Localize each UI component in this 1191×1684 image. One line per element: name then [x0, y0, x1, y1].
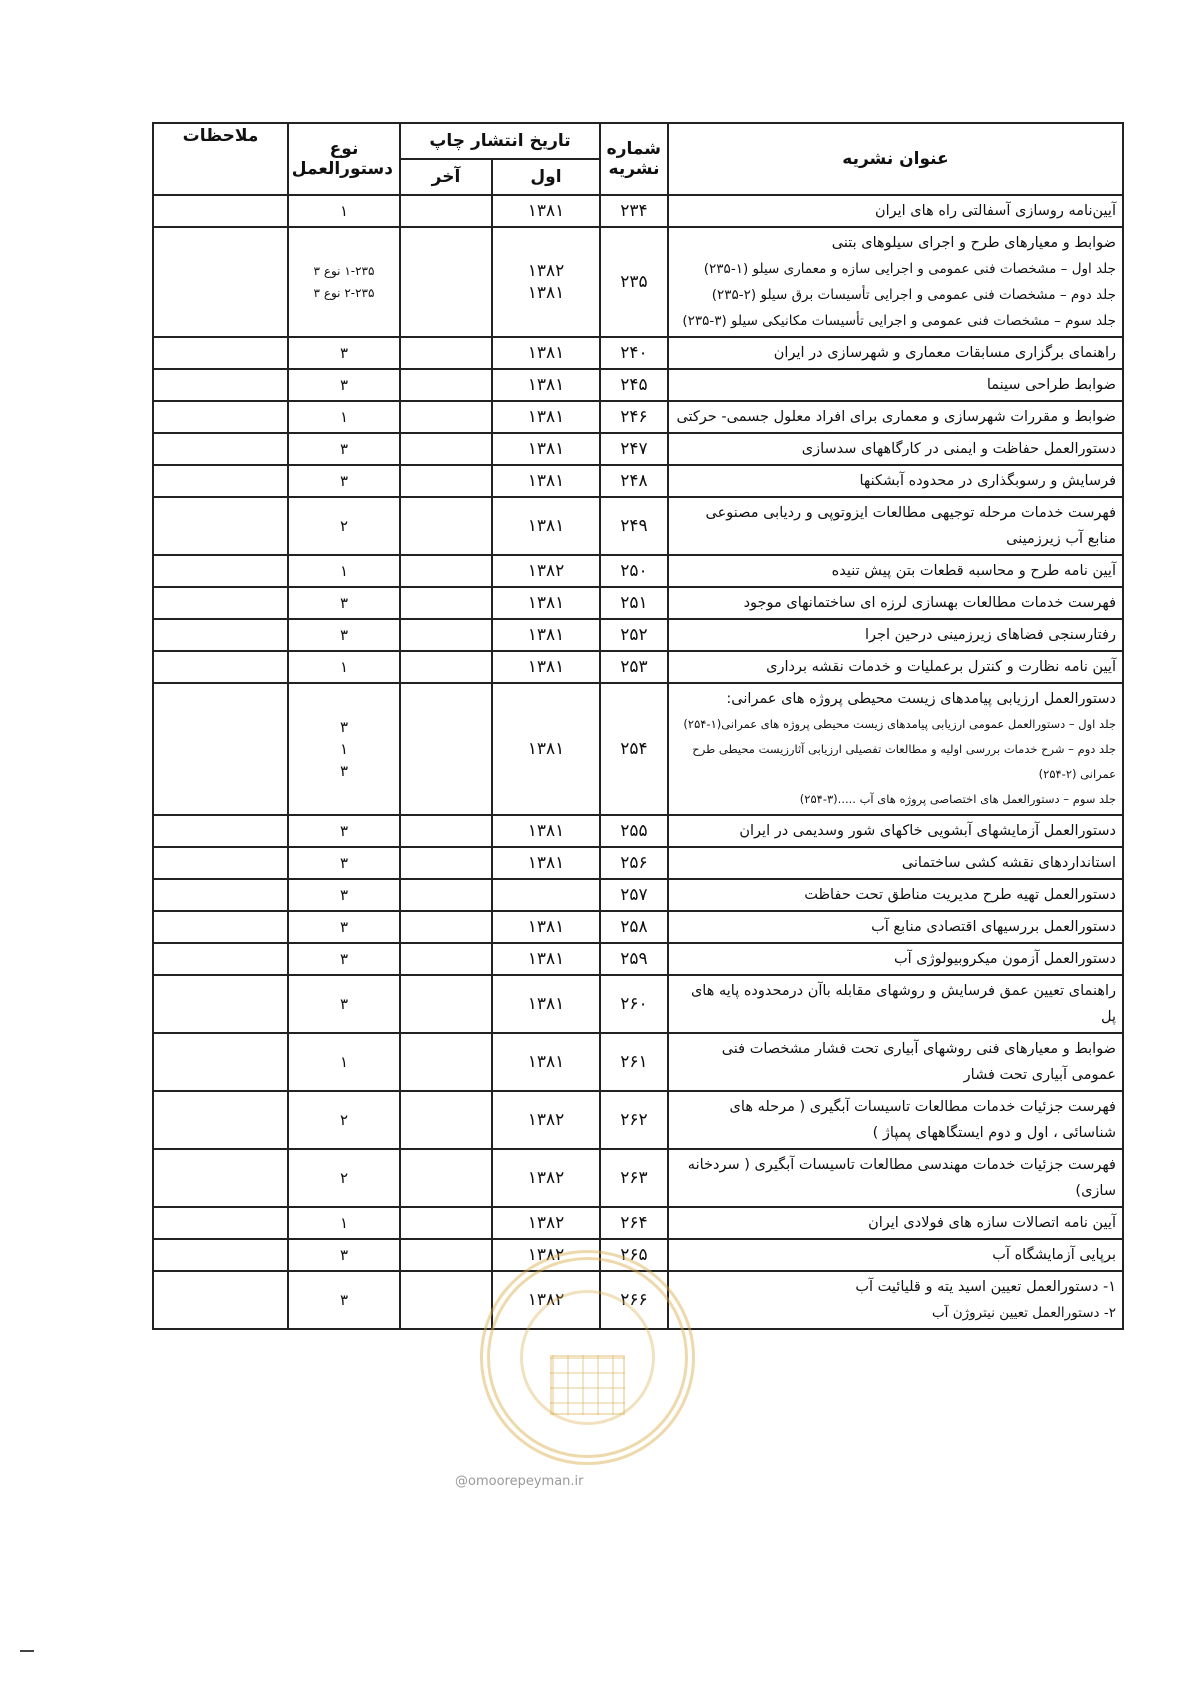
publication-number: ۲۶۲	[600, 1091, 668, 1149]
header-first: اول	[492, 159, 600, 195]
publication-number: ۲۳۴	[600, 195, 668, 227]
first-print-date: ۱۳۸۱	[492, 815, 600, 847]
remarks-cell	[153, 587, 288, 619]
type-value: ۳	[339, 626, 349, 644]
first-print-date: ۱۳۸۱	[492, 587, 600, 619]
type-value: ۳	[339, 762, 349, 780]
publication-number: ۲۶۱	[600, 1033, 668, 1091]
first-print-date: ۱۳۸۲	[492, 1271, 600, 1329]
title-line: دستورالعمل بررسیهای اقتصادی منابع آب	[871, 919, 1116, 935]
header-last: آخر	[400, 159, 492, 195]
type-value: ۳	[339, 886, 349, 904]
table-row	[153, 1033, 1123, 1091]
last-print-date	[400, 337, 492, 369]
title-line: استانداردهای نقشه کشی ساختمانی	[901, 855, 1116, 871]
table-row	[153, 847, 1123, 879]
title-line: ضوابط طراحی سینما	[986, 377, 1116, 393]
type-value: ۳	[339, 718, 349, 736]
publication-title	[668, 1239, 1123, 1271]
remarks-cell	[153, 943, 288, 975]
type-value: ۳	[339, 822, 349, 840]
publication-number: ۲۵۹	[600, 943, 668, 975]
publication-title	[668, 195, 1123, 227]
title-line: فرسایش و رسوبگذاری در محدوده آبشکنها	[859, 473, 1116, 489]
title-line: راهنمای برگزاری مسابقات معماری و شهرسازی در ایران	[773, 345, 1116, 361]
title-line: ۱- دستورالعمل تعیین اسید یته و قلیائیت آب	[855, 1279, 1116, 1295]
instruction-type	[288, 369, 400, 401]
publication-number: ۲۵۷	[600, 879, 668, 911]
remarks-cell	[153, 911, 288, 943]
type-value: ۳	[339, 995, 349, 1013]
title-line: ضوابط و معیارهای طرح و اجرای سیلوهای بتنی	[831, 235, 1116, 251]
publication-title	[668, 847, 1123, 879]
remarks-cell	[153, 195, 288, 227]
remarks-cell	[153, 879, 288, 911]
table-row	[153, 619, 1123, 651]
instruction-type	[288, 1091, 400, 1149]
type-value: ۳	[339, 376, 349, 394]
last-print-date	[400, 1091, 492, 1149]
publication-number: ۲۵۶	[600, 847, 668, 879]
table-row	[153, 497, 1123, 555]
publication-title	[668, 401, 1123, 433]
header-remarks: ملاحظات	[153, 123, 288, 195]
publication-number: ۲۴۸	[600, 465, 668, 497]
first-print-date: ۱۳۸۱	[492, 195, 600, 227]
publication-title	[668, 1149, 1123, 1207]
remarks-cell	[153, 683, 288, 815]
title-line: دستورالعمل ارزیابی پیامدهای زیست محیطی پروژه های عمرانی:	[726, 691, 1116, 707]
corner-mark	[20, 1650, 34, 1652]
instruction-type	[288, 1239, 400, 1271]
instruction-type	[288, 651, 400, 683]
title-line: دستورالعمل آزمون میکروبیولوژی آب	[893, 951, 1116, 967]
table-row	[153, 943, 1123, 975]
remarks-cell	[153, 1239, 288, 1271]
type-value: ۱	[339, 1214, 349, 1232]
instruction-type	[288, 401, 400, 433]
publications-table	[152, 122, 1124, 1330]
table-row	[153, 433, 1123, 465]
publication-title	[668, 337, 1123, 369]
instruction-type	[288, 195, 400, 227]
title-line: دستورالعمل آزمایشهای آبشویی خاکهای شور وسدیمی در ایران	[739, 823, 1116, 839]
publication-title	[668, 651, 1123, 683]
type-value: ۳	[339, 594, 349, 612]
remarks-cell	[153, 433, 288, 465]
publication-title	[668, 619, 1123, 651]
first-print-date: ۱۳۸۱	[492, 337, 600, 369]
type-value: ۳	[339, 1291, 349, 1309]
title-line: فهرست خدمات مطالعات بهسازی لرزه ای ساختمانهای موجود	[743, 595, 1116, 611]
instruction-type	[288, 943, 400, 975]
first-print-date: ۱۳۸۱	[492, 651, 600, 683]
instruction-type	[288, 555, 400, 587]
type-value: ۲	[339, 517, 349, 535]
publication-title	[668, 465, 1123, 497]
title-line: آیین نامه طرح و محاسبه قطعات بتن پیش تنیده	[831, 563, 1116, 579]
title-line: فهرست جزئیات خدمات مهندسی مطالعات تاسیسات آبگیری ( سردخانه سازی)	[687, 1157, 1116, 1199]
remarks-cell	[153, 401, 288, 433]
table-row	[153, 369, 1123, 401]
type-value: ۳	[339, 950, 349, 968]
header-number: شماره نشریه	[600, 123, 668, 195]
publication-number: ۲۵۰	[600, 555, 668, 587]
type-value: ۳	[339, 440, 349, 458]
table-row	[153, 911, 1123, 943]
last-print-date	[400, 1239, 492, 1271]
last-print-date	[400, 619, 492, 651]
first-print-date: ۱۳۸۱	[492, 683, 600, 815]
table-row	[153, 587, 1123, 619]
table-row	[153, 879, 1123, 911]
type-value: ۱	[339, 740, 349, 758]
publication-number: ۲۳۵	[600, 227, 668, 337]
first-print-date: ۱۳۸۲	[492, 1149, 600, 1207]
publication-number: ۲۶۳	[600, 1149, 668, 1207]
instruction-type	[288, 815, 400, 847]
publication-title	[668, 683, 1123, 815]
first-print-date: ۱۳۸۱	[492, 369, 600, 401]
publication-number: ۲۴۷	[600, 433, 668, 465]
publication-title	[668, 911, 1123, 943]
table-row	[153, 1207, 1123, 1239]
publication-number: ۲۶۶	[600, 1271, 668, 1329]
first-print-date: ۱۳۸۱	[492, 433, 600, 465]
type-value: ۱	[339, 658, 349, 676]
remarks-cell	[153, 337, 288, 369]
remarks-cell	[153, 619, 288, 651]
volume-line: جلد دوم – شرح خدمات بررسی اولیه و مطالعات تفصیلی ارزیابی آثارزیست محیطی طرح عمرانی (۲-۲۵۴)	[692, 742, 1116, 781]
first-print-date: ۱۳۸۱	[492, 497, 600, 555]
publication-title	[668, 1207, 1123, 1239]
remarks-cell	[153, 227, 288, 337]
remarks-cell	[153, 1149, 288, 1207]
first-print-date: ۱۳۸۲	[492, 555, 600, 587]
last-print-date	[400, 847, 492, 879]
title-line: دستورالعمل حفاظت و ایمنی در کارگاههای سدسازی	[801, 441, 1116, 457]
type-value: ۲-۲۳۵ نوع ۳	[313, 286, 375, 300]
remarks-cell	[153, 815, 288, 847]
table-row	[153, 683, 1123, 815]
last-print-date	[400, 497, 492, 555]
instruction-type	[288, 1271, 400, 1329]
table-row	[153, 1271, 1123, 1329]
title-line: ضوابط و معیارهای فنی روشهای آبیاری تحت فشار مشخصات فنی عمومی آبیاری تحت فشار	[721, 1041, 1116, 1083]
instruction-type	[288, 227, 400, 337]
last-print-date	[400, 651, 492, 683]
volume-line: جلد اول – مشخصات فنی عمومی و اجرایی سازه و معماری سیلو (۱-۲۳۵)	[703, 261, 1116, 277]
first-print-date: ۱۳۸۲	[492, 1091, 600, 1149]
type-value: ۳	[339, 854, 349, 872]
instruction-type	[288, 847, 400, 879]
type-value: ۳	[339, 918, 349, 936]
type-value: ۳	[339, 1246, 349, 1264]
last-print-date	[400, 1033, 492, 1091]
title-line: دستورالعمل تهیه طرح مدیریت مناطق تحت حفاظت	[804, 887, 1116, 903]
last-print-date	[400, 911, 492, 943]
publication-number: ۲۴۵	[600, 369, 668, 401]
first-print-date: ۱۳۸۱	[492, 1033, 600, 1091]
instruction-type	[288, 1207, 400, 1239]
header-row	[153, 123, 1123, 159]
last-print-date	[400, 1149, 492, 1207]
publication-number: ۲۵۱	[600, 587, 668, 619]
first-print-date: ۱۳۸۱	[492, 911, 600, 943]
volume-line: جلد اول – دستورالعمل عمومی ارزیابی پیامدهای زیست محیطی پروژه های عمرانی(۱-۲۵۴)	[683, 717, 1116, 731]
title-line: ضوابط و مقررات شهرسازی و معماری برای افراد معلول جسمی- حرکتی	[676, 409, 1116, 425]
instruction-type	[288, 1149, 400, 1207]
title-line: رفتارسنجی فضاهای زیرزمینی درحین اجرا	[865, 627, 1116, 643]
type-value: ۱-۲۳۵ نوع ۳	[313, 264, 375, 278]
header-date-group: تاریخ انتشار چاپ	[400, 123, 600, 159]
publication-title	[668, 555, 1123, 587]
publication-title	[668, 943, 1123, 975]
last-print-date	[400, 401, 492, 433]
table-row	[153, 337, 1123, 369]
publication-title	[668, 587, 1123, 619]
header-type: نوع دستورالعمل	[288, 123, 400, 195]
remarks-cell	[153, 1091, 288, 1149]
watermark-text: @omoorepeyman.ir	[455, 1474, 584, 1489]
last-print-date	[400, 879, 492, 911]
last-print-date	[400, 1207, 492, 1239]
table-row	[153, 465, 1123, 497]
last-print-date	[400, 683, 492, 815]
publication-title	[668, 1091, 1123, 1149]
table-row	[153, 555, 1123, 587]
publication-title	[668, 369, 1123, 401]
instruction-type	[288, 975, 400, 1033]
seal-grid-mark	[550, 1355, 625, 1415]
publication-title	[668, 1033, 1123, 1091]
publication-title	[668, 497, 1123, 555]
table-row	[153, 651, 1123, 683]
title-line: فهرست خدمات مرحله توجیهی مطالعات ایزوتوپی و ردیابی مصنوعی منابع آب زیرزمینی	[705, 505, 1116, 547]
title-line: آیین‌نامه روسازی آسفالتی راه های ایران	[874, 203, 1116, 219]
table-row	[153, 227, 1123, 337]
instruction-type	[288, 619, 400, 651]
type-value: ۲	[339, 1169, 349, 1187]
title-line: فهرست جزئیات خدمات مطالعات تاسیسات آبگیری ( مرحله های شناسائی ، اول و دوم ایستگاههای پمپاژ )	[729, 1099, 1116, 1141]
instruction-type	[288, 683, 400, 815]
publication-title	[668, 815, 1123, 847]
table-row	[153, 1091, 1123, 1149]
publication-number: ۲۶۴	[600, 1207, 668, 1239]
type-value: ۳	[339, 472, 349, 490]
volume-line: جلد دوم – مشخصات فنی عمومی و اجرایی تأسیسات برق سیلو (۲-۲۳۵)	[711, 287, 1116, 303]
publication-number: ۲۵۵	[600, 815, 668, 847]
instruction-type	[288, 433, 400, 465]
instruction-type	[288, 1033, 400, 1091]
remarks-cell	[153, 555, 288, 587]
last-print-date	[400, 227, 492, 337]
remarks-cell	[153, 651, 288, 683]
last-print-date	[400, 555, 492, 587]
publication-number: ۲۵۸	[600, 911, 668, 943]
type-value: ۲	[339, 1111, 349, 1129]
publication-title	[668, 433, 1123, 465]
last-print-date	[400, 943, 492, 975]
publication-title	[668, 879, 1123, 911]
publication-number: ۲۶۵	[600, 1239, 668, 1271]
header-title: عنوان نشریه	[668, 123, 1123, 195]
first-print-date	[492, 879, 600, 911]
first-print-date: ۱۳۸۲ ۱۳۸۱	[492, 227, 600, 337]
remarks-cell	[153, 975, 288, 1033]
volume-line: ۲- دستورالعمل تعیین نیتروژن آب	[931, 1305, 1116, 1321]
instruction-type	[288, 497, 400, 555]
remarks-cell	[153, 465, 288, 497]
remarks-cell	[153, 497, 288, 555]
type-value: ۱	[339, 202, 349, 220]
table-row	[153, 195, 1123, 227]
instruction-type	[288, 587, 400, 619]
publication-number: ۲۶۰	[600, 975, 668, 1033]
type-value: ۱	[339, 1053, 349, 1071]
table-row	[153, 401, 1123, 433]
last-print-date	[400, 1271, 492, 1329]
publication-number: ۲۴۶	[600, 401, 668, 433]
first-print-date: ۱۳۸۱	[492, 943, 600, 975]
publication-number: ۲۵۳	[600, 651, 668, 683]
last-print-date	[400, 815, 492, 847]
publication-title	[668, 1271, 1123, 1329]
title-line: برپایی آزمایشگاه آب	[992, 1247, 1116, 1263]
type-value: ۱	[339, 408, 349, 426]
last-print-date	[400, 975, 492, 1033]
first-print-date: ۱۳۸۲	[492, 1239, 600, 1271]
remarks-cell	[153, 1271, 288, 1329]
remarks-cell	[153, 1033, 288, 1091]
title-line: آیین نامه نظارت و کنترل برعملیات و خدمات نقشه برداری	[766, 659, 1116, 675]
first-print-date: ۱۳۸۲	[492, 1207, 600, 1239]
type-value: ۱	[339, 562, 349, 580]
table-row	[153, 815, 1123, 847]
last-print-date	[400, 433, 492, 465]
volume-line: جلد سوم – دستورالعمل های اختصاصی پروژه های آب .....(۳-۲۵۴)	[799, 792, 1116, 806]
publication-number: ۲۵۴	[600, 683, 668, 815]
remarks-cell	[153, 369, 288, 401]
publication-title	[668, 227, 1123, 337]
first-print-date: ۱۳۸۱	[492, 975, 600, 1033]
table-row	[153, 975, 1123, 1033]
remarks-cell	[153, 847, 288, 879]
type-value: ۳	[339, 344, 349, 362]
last-print-date	[400, 369, 492, 401]
last-print-date	[400, 587, 492, 619]
instruction-type	[288, 879, 400, 911]
title-line: راهنمای تعیین عمق فرسایش و روشهای مقابله باآن درمحدوده پایه های پل	[690, 983, 1116, 1025]
last-print-date	[400, 195, 492, 227]
first-print-date: ۱۳۸۱	[492, 847, 600, 879]
last-print-date	[400, 465, 492, 497]
instruction-type	[288, 911, 400, 943]
publication-number: ۲۴۹	[600, 497, 668, 555]
publication-number: ۲۵۲	[600, 619, 668, 651]
instruction-type	[288, 337, 400, 369]
first-print-date: ۱۳۸۱	[492, 401, 600, 433]
publication-number: ۲۴۰	[600, 337, 668, 369]
first-print-date: ۱۳۸۱	[492, 619, 600, 651]
instruction-type	[288, 465, 400, 497]
first-print-date: ۱۳۸۱	[492, 465, 600, 497]
remarks-cell	[153, 1207, 288, 1239]
title-line: آیین نامه اتصالات سازه های فولادی ایران	[868, 1215, 1116, 1231]
table-row	[153, 1149, 1123, 1207]
volume-line: جلد سوم – مشخصات فنی عمومی و اجرایی تأسیسات مکانیکی سیلو (۳-۲۳۵)	[682, 313, 1116, 329]
table-row	[153, 1239, 1123, 1271]
publication-title	[668, 975, 1123, 1033]
